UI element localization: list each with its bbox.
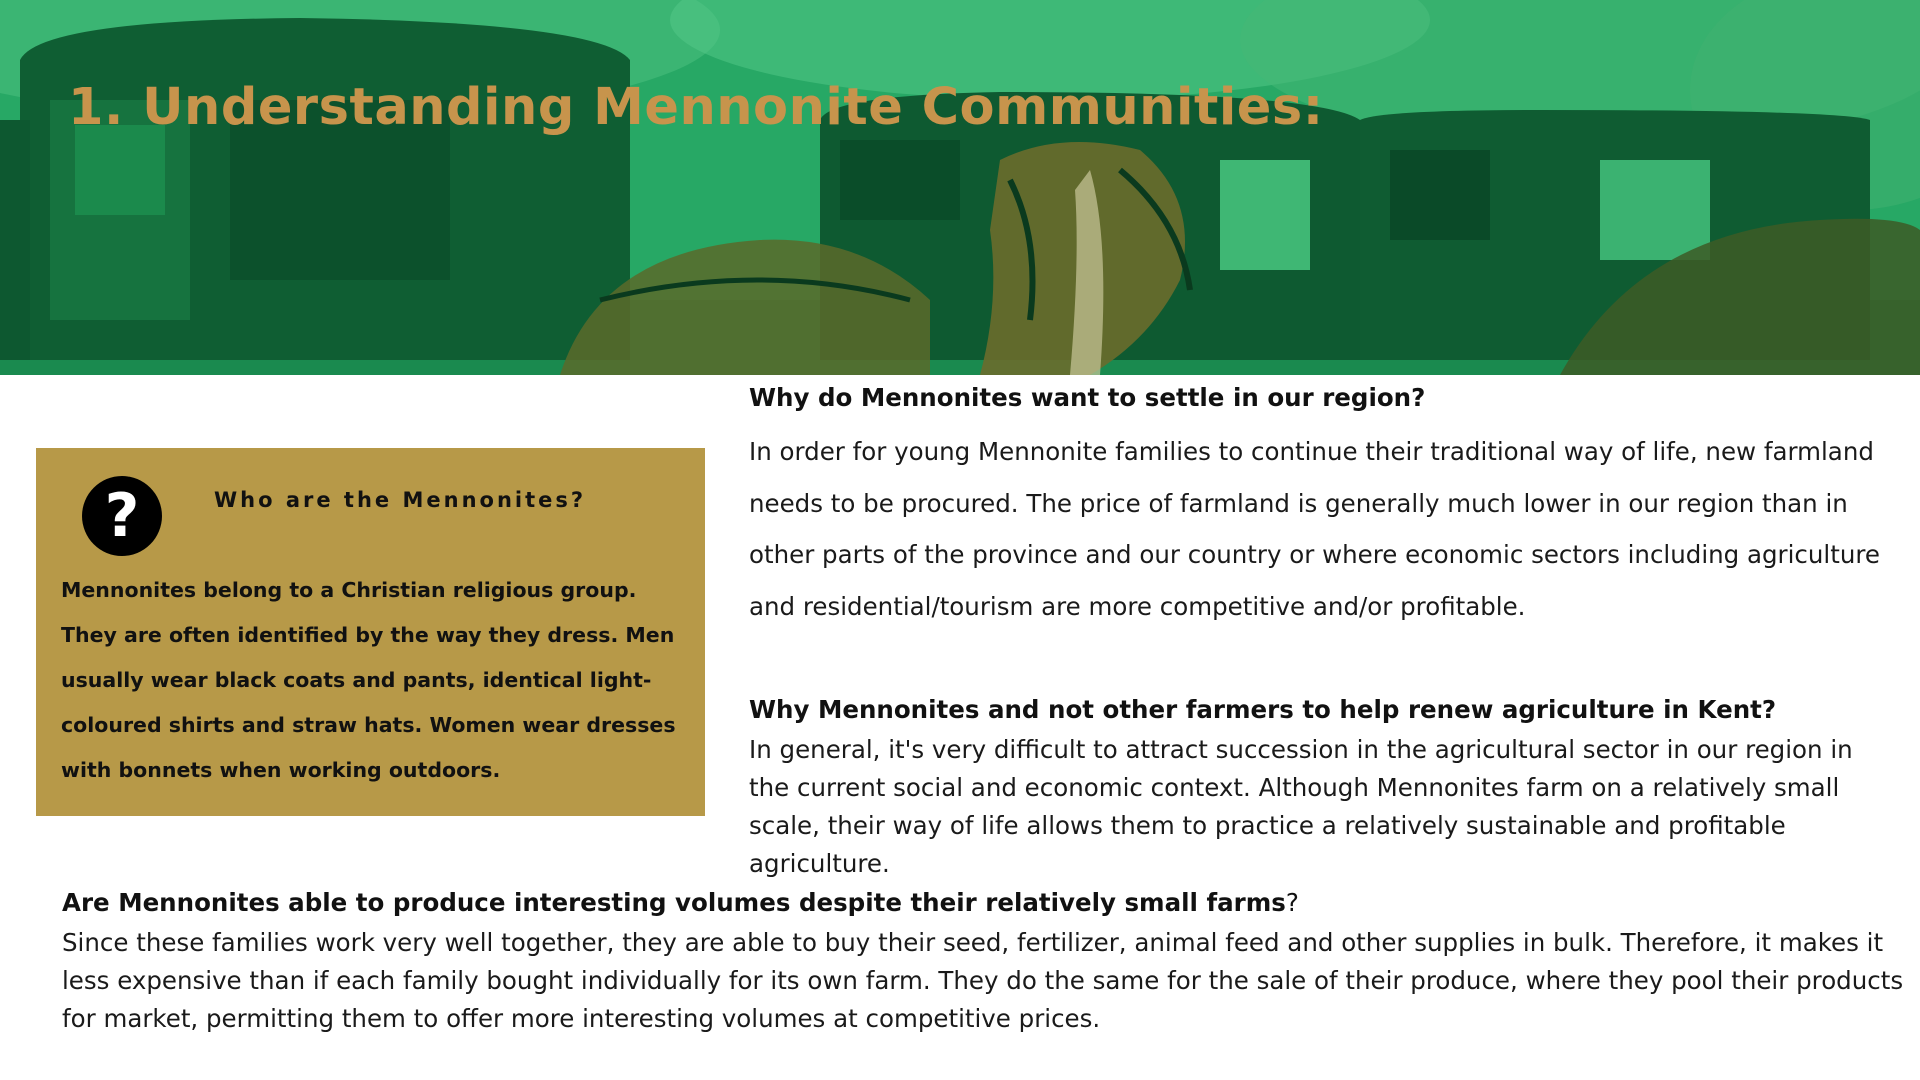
section-heading-renew-agriculture: Why Mennonites and not other farmers to help renew agriculture in Kent?	[749, 695, 1777, 724]
section-heading-volumes	[62, 888, 1299, 917]
section-heading-volumes-text: Are Mennonites able to produce interesting volumes despite their relatively small farms	[62, 888, 1286, 917]
question-mark-icon: ?	[82, 476, 162, 556]
box-heading: Who are the Mennonites?	[214, 488, 587, 512]
section-text-renew-agriculture: In general, it's very difficult to attract succession in the agricultural sector in our region in the current social and economic context. Although Mennonites farm on a relatively small scale, their way of life allows them to practice a relatively sustainable and profitable agriculture.	[749, 735, 1853, 878]
who-are-mennonites-box	[36, 448, 705, 816]
section-heading-volumes-suffix: ?	[1285, 888, 1299, 917]
section-text-volumes: Since these families work very well together, they are able to buy their seed, fertilizer, animal feed and other supplies in bulk. Therefore, it makes it less expensive than if each family bought individually for its own farm. They do the same for the sale of their produce, where they pool their products for market, permitting them to offer more interesting volumes at competitive prices.	[62, 928, 1904, 1033]
section-heading-settle: Why do Mennonites want to settle in our region?	[749, 383, 1426, 412]
header-banner	[0, 0, 1920, 375]
page-title: 1. Understanding Mennonite Communities:	[68, 78, 1324, 137]
box-text: Mennonites belong to a Christian religious group. They are often identified by the way they dress. Men usually wear black coats and pants, identical light-coloured shirts and straw hats. Women wear dresses with bonnets when working outdoors.	[61, 578, 676, 782]
banner-photo-buggies-horse	[0, 0, 1920, 375]
section-text-settle: In order for young Mennonite families to continue their traditional way of life, new farmland needs to be procured. The price of farmland is generally much lower in our region than in other parts of the province and our country or where economic sectors including agriculture and residential/tourism are more competitive and/or profitable.	[749, 437, 1880, 621]
